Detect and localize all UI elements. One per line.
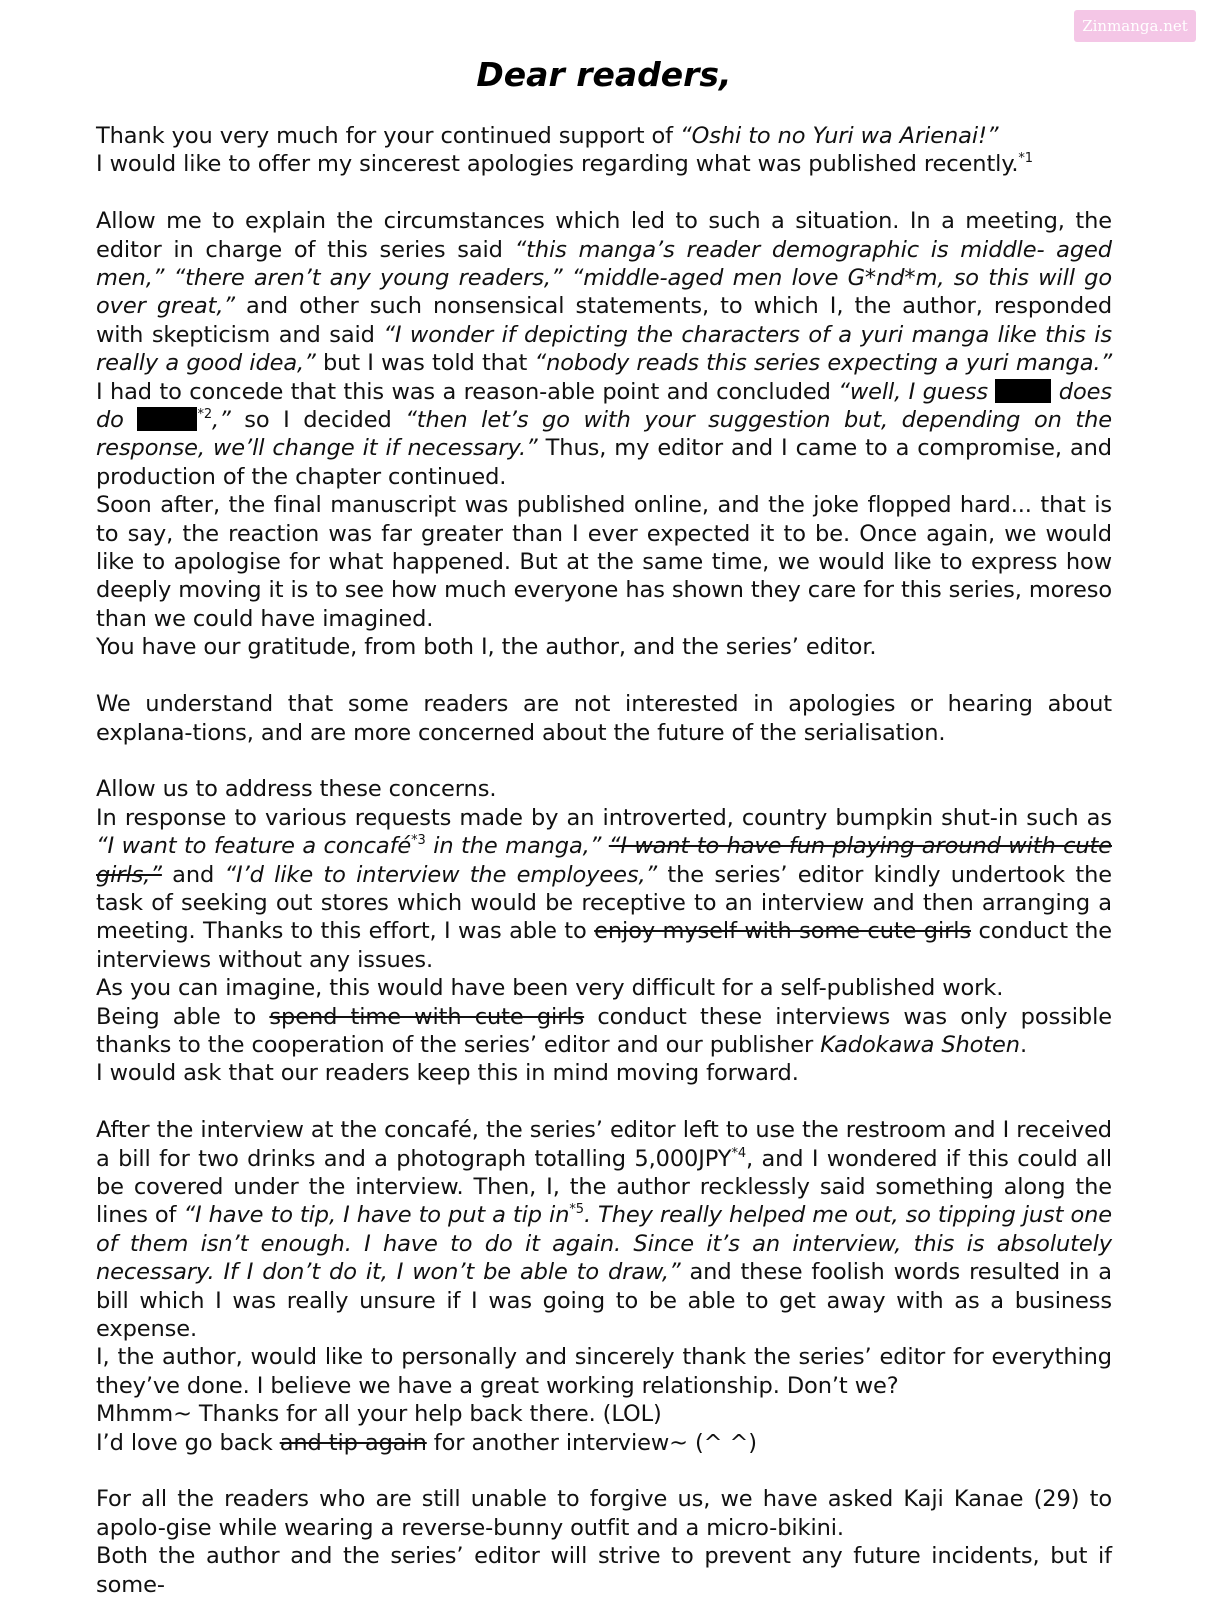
paragraph: In response to various requests made by an introverted, country bumpkin shut-in such as “I want to feature a concafé$^{*3}$ in the manga,” “I want to have fun playing around with cute girls,” and “I’d like to interview the employees,” the series’ editor kindly undertook the task of seeking out stores which would be receptive to an interview and then arranging a meeting. Thanks to this effort, I was able to enjoy myself with some cute girls conduct the interviews without any issues. bbox=[96, 804, 1113, 973]
paragraph: Being able to spend time with cute girls conduct these interviews was only possible thanks to the cooperation of the series’ editor and our publisher Kadokawa Shoten. bbox=[96, 1003, 1112, 1058]
paragraph: As you can imagine, this would have been very difficult for a self-published work. bbox=[96, 975, 1004, 1002]
paragraph: You have our gratitude, from both I, the author, and the series’ editor. bbox=[96, 634, 877, 661]
paragraph: We understand that some readers are not interested in apologies or hearing about explana-tions, and are more concerned about the future of the serialisation. bbox=[96, 691, 1112, 746]
paragraph: For all the readers who are still unable to forgive us, we have asked Kaji Kanae (29) to apolo-gise while wearing a reverse-bunny outfit and a micro-bikini. bbox=[96, 1486, 1112, 1541]
strikethrough-text: enjoy myself with some cute girls bbox=[594, 918, 972, 945]
paragraph: Both the author and the series’ editor will strive to prevent any future incidents, but if some- bbox=[96, 1543, 1112, 1598]
paragraph: I, the author, would like to personally and sincerely thank the series’ editor for everything they’ve done. I believe we have a great working relationship. Don’t we? bbox=[96, 1344, 1112, 1399]
strikethrough-text: spend time with cute girls bbox=[269, 1003, 585, 1030]
redaction-bar bbox=[137, 407, 197, 431]
paragraph: Soon after, the final manuscript was published online, and the joke flopped hard... that is to say, the reaction was far greater than I ever expected it to be. Once again, we would like to apologise for what happened. But at the same time, we would like to express how deeply moving it is to see how much everyone has shown they care for this series, moreso than we could have imagined. bbox=[96, 492, 1112, 632]
strikethrough-text: and tip again bbox=[279, 1429, 427, 1456]
paragraph: Thank you very much for your continued support of “Oshi to no Yuri wa Arienai!” bbox=[96, 123, 999, 149]
page-title: Dear readers, bbox=[476, 55, 732, 94]
paragraph: Allow me to explain the circumstances which led to such a situation. In a meeting, the editor in charge of this series said “this manga’s reader demographic is middle- aged men,” “there aren’t any young readers,” “middle-aged men love G*nd*m, so this will go over great,” and other such nonsensical statements, to which I, the author, responded with skepticism and said “I wonder if depicting the characters of a yuri manga like this is really a good idea,” but I was told that “nobody reads this series expecting a yuri manga.” I had to concede that this was a reason-able point and concluded “well, I guess does do $^{*2}$,” so I decided “then let’s go with your suggestion but, depending on the response, we’ll change it if necessary.” Thus, my editor and I came to a compromise, and production of the chapter continued. bbox=[96, 208, 1113, 490]
paragraph: I would ask that our readers keep this in mind moving forward. bbox=[96, 1060, 799, 1087]
paragraph: After the interview at the concafé, the series’ editor left to use the restroom and I received a bill for two drinks and a photograph totalling 5,000JPY$^{*4}$, and I wondered if this could all be covered under the interview. Then, I, the author recklessly said something along the lines of “I have to tip, I have to put a tip $in^{*5}$. They really helped me out, so tipping just one of them isn’t enough. I have to do it again. Since it’s an interview, this is absolutely necessary. If I don’t do it, I won’t be able to draw,” and these foolish words resulted in a bill which I was really unsure if I was going to be able to get away with as a business expense. bbox=[96, 1117, 1113, 1342]
paragraph: Allow us to address these concerns. bbox=[96, 776, 497, 803]
letter-body bbox=[96, 122, 1112, 1599]
watermark: Zinmanga.net bbox=[1074, 10, 1196, 42]
paragraph: Mhmm~ Thanks for all your help back there. (LOL) bbox=[96, 1401, 662, 1428]
strikethrough-text: “I want to have fun playing around with cute girls,” bbox=[96, 833, 1112, 888]
paragraph: I’d love go back and tip again for another interview~ (^ ^) bbox=[96, 1429, 757, 1456]
paragraph: I would like to offer my sincerest apologies regarding what was published recently.$^{*1}$ bbox=[96, 151, 1033, 178]
redaction-bar bbox=[995, 379, 1051, 403]
